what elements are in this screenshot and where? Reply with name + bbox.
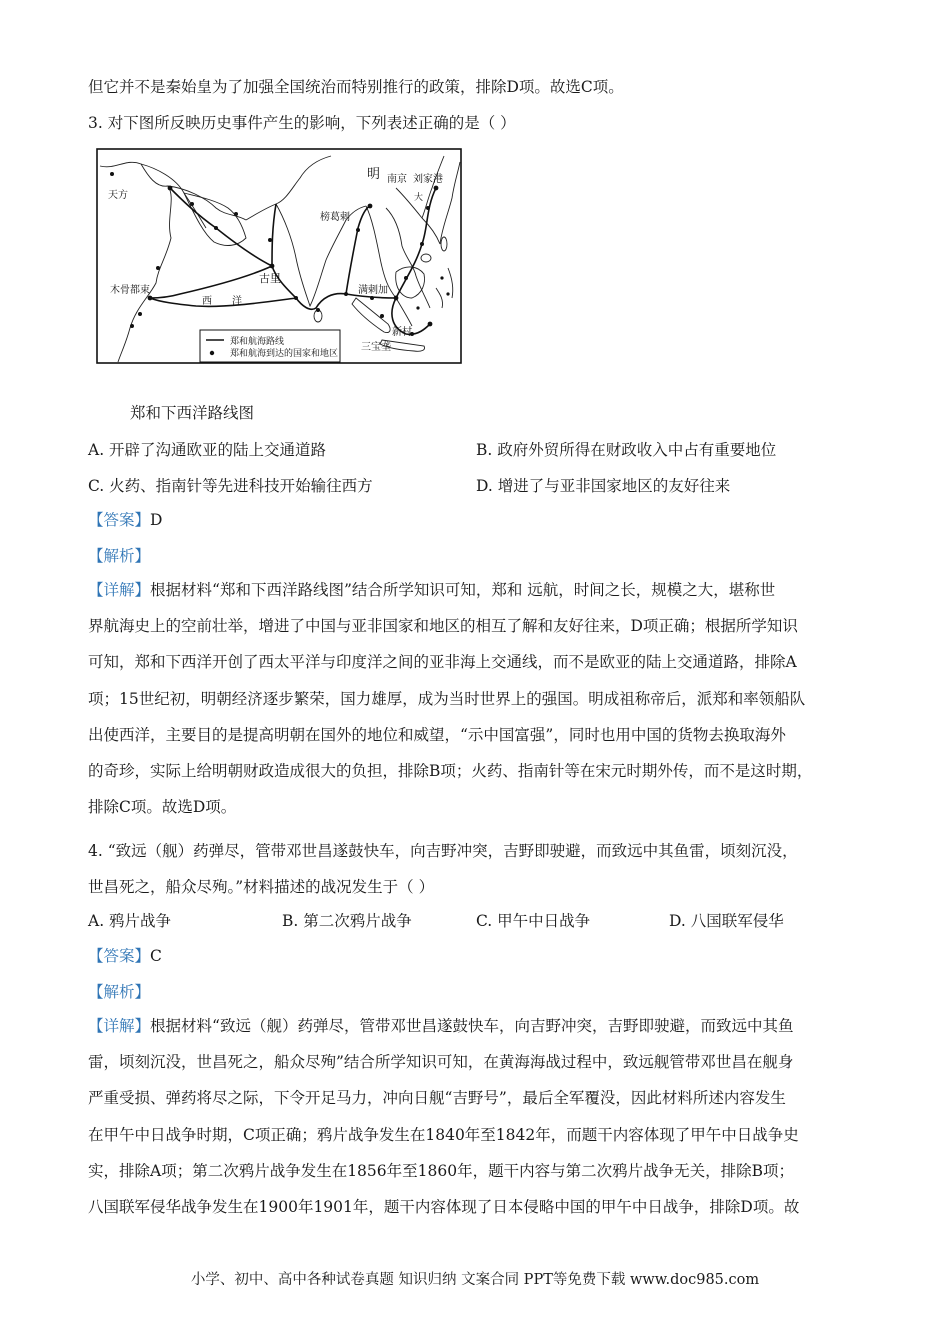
answer-tag: 【答案】 (88, 511, 151, 529)
detail-row: 雷，顷刻沉没，世昌死之，船众尽殉”结合所学知识可知，在黄海海战过程中，致远舰管带邓世昌在舰身 (88, 1053, 794, 1072)
analysis-tag: 【解析】 (88, 983, 151, 1001)
detail-row: 排除C项。故选D项。 (88, 798, 237, 817)
detail-row: 项；15世纪初，明朝经济逐步繁荣，国力雄厚，成为当时世界上的强国。明成祖称帝后，派郑和率领船队 (88, 689, 806, 708)
zhenghe-route-map (96, 148, 462, 364)
detail-row: 八国联军侵华战争发生在1900年1901年，题干内容体现了日本侵略中国的甲午中日战争，排除D项。故 (88, 1198, 800, 1217)
q4-option-d: D. 八国联军侵华 (669, 912, 784, 930)
q4-option-b: B. 第二次鸦片战争 (282, 912, 412, 930)
q3-option-b: B. 政府外贸所得在财政收入中占有重要地位 (476, 441, 777, 459)
map-legend (200, 330, 340, 362)
map-label-guli: 古里 (259, 272, 281, 285)
map-label-yang: 洋 (232, 296, 242, 307)
map-label-da: 大 (414, 193, 424, 203)
detail-row: 界航海史上的空前壮举，增进了中国与亚非国家和地区的相互了解和友好往来，D项正确；根据所学知识 (88, 617, 798, 636)
detail-row: 出使西洋，主要目的是提高明朝在国外的地位和威望，“示中国富强”，同时也用中国的货物去换取海外 (88, 725, 786, 744)
map-label-xi: 西 (202, 296, 212, 307)
legend-route: 郑和航海路线 (230, 337, 285, 347)
detail-row: 在甲午中日战争时期，C项正确；鸦片战争发生在1840年至1842年，而题干内容体现了甲午中日战争史 (88, 1125, 799, 1144)
q3-detail (88, 572, 863, 825)
map-label-bangela: 榜葛剌 (320, 212, 350, 223)
q3-answer (88, 510, 162, 530)
q4-detail (88, 1008, 863, 1225)
question-3-stem: 3. 对下图所反映历史事件产生的影响，下列表述正确的是（ ） (88, 114, 516, 132)
q3-analysis-tag (88, 546, 150, 566)
q4-analysis-tag (88, 982, 150, 1002)
detail-row: 可知，郑和下西洋开创了西太平洋与印度洋之间的亚非海上交通线，而不是欧亚的陆上交通道路，排除A (88, 653, 797, 672)
detail-row: 根据材料“郑和下西洋路线图”结合所学知识可知，郑和 远航，时间之长，规模之大，堪称世 (150, 581, 776, 599)
question-4-stem-2: 世昌死之，船众尽殉。”材料描述的战况发生于（ ） (88, 878, 435, 896)
page-footer: 小学、初中、高中各种试卷真题 知识归纳 文案合同 PPT等免费下载 www.doc985.com (190, 1272, 760, 1288)
map-label-mugudushu: 木骨都束 (110, 285, 150, 296)
detail-row: 的奇珍，实际上给明朝财政造成很大的负担，排除B项；火药、指南针等在宋元时期外传，而不是这时期， (88, 762, 813, 781)
detail-row: 严重受损、弹药将尽之际，下令开足马力，冲向日舰“吉野号”，最后全军覆没，因此材料所述内容发生 (88, 1089, 786, 1108)
q4-option-c: C. 甲午中日战争 (476, 912, 591, 930)
answer-value: D (150, 511, 163, 529)
q3-option-a: A. 开辟了沟通欧亚的陆上交通道路 (88, 441, 327, 459)
detail-tag: 【详解】 (88, 1017, 151, 1035)
answer-value: C (150, 947, 162, 965)
answer-tag: 【答案】 (88, 947, 151, 965)
question-4-stem-1: 4. “致远（舰）药弹尽，管带邓世昌遂鼓快车，向吉野冲突，吉野即驶避，而致远中其鱼雷，顷刻沉没， (88, 842, 798, 860)
detail-row: 根据材料“致远（舰）药弹尽，管带邓世昌遂鼓快车，向吉野冲突，吉野即驶避，而致远中其鱼 (150, 1017, 794, 1035)
q3-option-c: C. 火药、指南针等先进科技开始输往西方 (88, 477, 373, 495)
map-label-liujiagang: 刘家港 (413, 174, 443, 185)
q4-answer (88, 946, 162, 966)
map-caption: 郑和下西洋路线图 (130, 404, 255, 422)
map-label-ming: 明 (367, 167, 381, 182)
map-label-xincun: 新村 (392, 327, 412, 338)
map-label-manlajia: 满剌加 (358, 285, 388, 296)
detail-row: 实，排除A项；第二次鸦片战争发生在1856年至1860年，题干内容与第二次鸦片战争无关，排除B项； (88, 1161, 794, 1180)
map-label-sanbaolong: 三宝垄 (361, 342, 391, 353)
analysis-tag: 【解析】 (88, 547, 151, 565)
q4-option-a: A. 鸦片战争 (88, 912, 172, 930)
text-line: 但它并不是秦始皇为了加强全国统治而特别推行的政策，排除D项。故选C项。 (88, 78, 624, 96)
q3-option-d: D. 增进了与亚非国家地区的友好往来 (476, 477, 731, 495)
map-label-tianfang: 天方 (108, 190, 128, 201)
map-label-nanjing: 南京 (387, 174, 407, 185)
legend-places: 郑和航海到达的国家和地区 (230, 349, 339, 359)
detail-tag: 【详解】 (88, 581, 151, 599)
